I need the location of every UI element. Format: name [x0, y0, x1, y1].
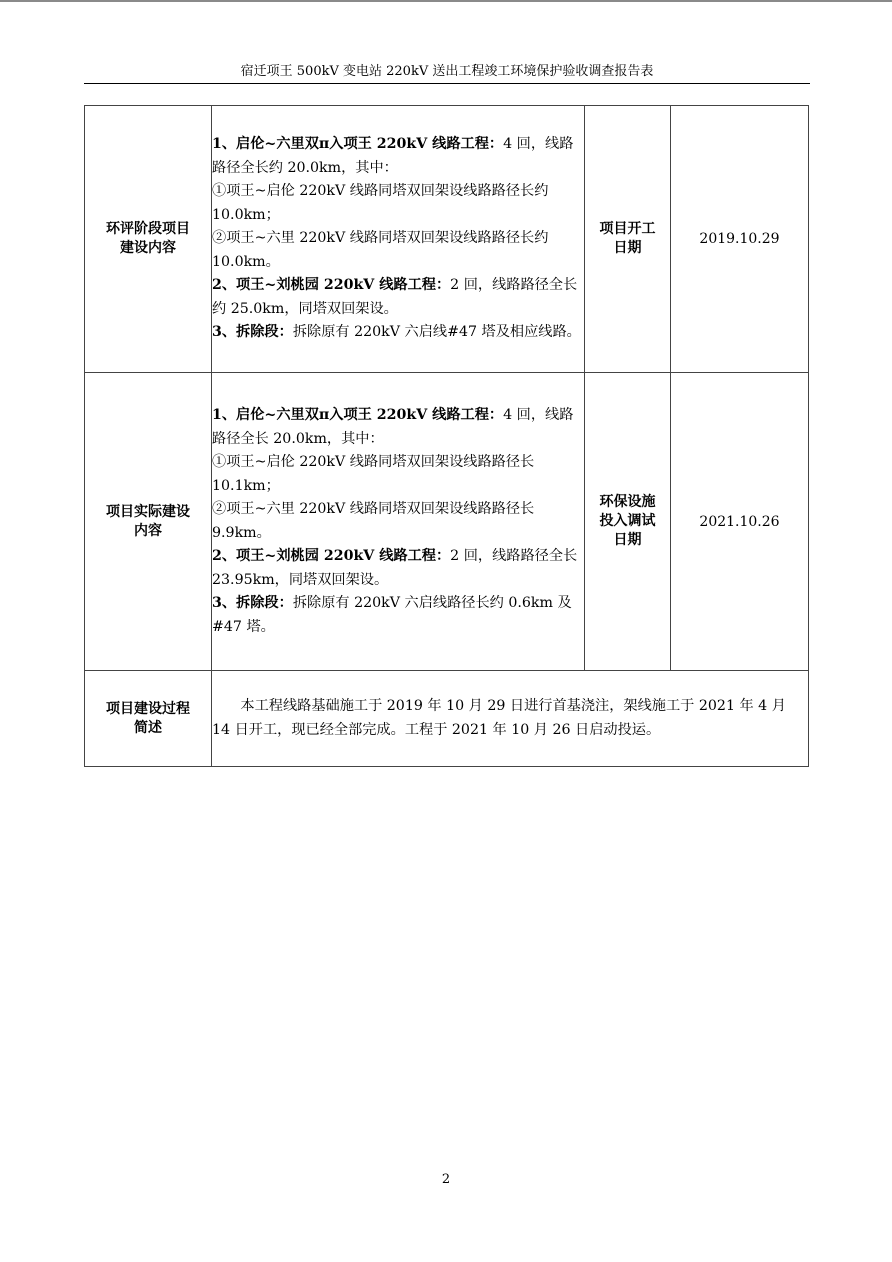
- content-item: [212, 592, 584, 639]
- row-label-line: 简述: [134, 719, 162, 736]
- row-label-line: 内容: [134, 522, 162, 539]
- item-heading: 2、项王~刘桃园 220kV 线路工程：: [212, 548, 451, 564]
- item-text: ①项王~启伦 220kV 线路同塔双回架设线路路径长 10.1km；: [212, 454, 535, 494]
- item-text: ②项王~六里 220kV 线路同塔双回架设线路路径长约 10.0km。: [212, 230, 549, 270]
- row-label-line: 项目实际建设: [106, 503, 190, 520]
- item-heading: 1、启伦~六里双π入项王 220kV 线路工程：: [212, 136, 504, 153]
- row-label-cell: [85, 106, 212, 373]
- item-heading: 3、拆除段：: [212, 595, 293, 611]
- item-text: ②项王~六里 220kV 线路同塔双回架设线路路径长 9.9km。: [212, 501, 535, 541]
- start-date-value: 2019.10.29: [671, 106, 809, 373]
- page-number: 2: [441, 1172, 451, 1187]
- content-item: [212, 498, 584, 545]
- content-item: [212, 451, 584, 498]
- commissioning-date-value: 2021.10.26: [671, 373, 809, 671]
- row-label-cell: [85, 671, 212, 767]
- date-label-line: 环保设施: [599, 494, 656, 510]
- date-label-line: 项目开工: [599, 221, 656, 237]
- content-item: [212, 180, 584, 227]
- construction-summary-text: 本工程线路基础施工于 2019 年 10 月 29 日进行首基浇注，架线施工于 2021 年 4 月 14 日开工，现已经全部完成。工程于 2021 年 10 月 26 日启动投运。: [212, 671, 809, 767]
- content-item: [212, 227, 584, 274]
- item-heading: 3、拆除段：: [212, 324, 293, 341]
- row-label-line: 项目建设过程: [106, 700, 190, 717]
- item-heading: 2、项王~刘桃园 220kV 线路工程：: [212, 277, 451, 294]
- item-text: 拆除原有 220kV 六启线路径长约 0.6km 及#47 塔。: [212, 595, 572, 635]
- date-label-line: 日期: [613, 240, 642, 256]
- actual-construction-content: [212, 373, 585, 671]
- table-row: [85, 373, 809, 671]
- row-label-line: 建设内容: [120, 240, 176, 256]
- item-text: 4 回，线路路径全长 20.0km，其中：: [212, 407, 574, 447]
- content-item: [212, 274, 584, 321]
- date-label-cell: [585, 106, 671, 373]
- item-text: 拆除原有 220kV 六启线#47 塔及相应线路。: [292, 324, 581, 341]
- content-item: [212, 545, 584, 592]
- eia-construction-content: [212, 106, 585, 373]
- date-label-line: 投入调试: [599, 513, 656, 529]
- content-item: [212, 404, 584, 451]
- row-label-line: 环评阶段项目: [106, 221, 190, 237]
- table-row: [85, 671, 809, 767]
- item-text: 2 回，线路路径全长约 25.0km，同塔双回架设。: [212, 277, 578, 317]
- table-row: [85, 106, 809, 373]
- item-text: 4 回，线路路径全长约 20.0km，其中：: [212, 136, 574, 176]
- item-text: ①项王~启伦 220kV 线路同塔双回架设线路路径长约 10.0km；: [212, 183, 549, 223]
- date-label-cell: [585, 373, 671, 671]
- content-item: [212, 321, 584, 345]
- report-table: [84, 105, 809, 767]
- item-text: 2 回，线路路径全长 23.95km，同塔双回架设。: [212, 548, 578, 588]
- page-top-rule: [0, 0, 892, 2]
- item-heading: 1、启伦~六里双π入项王 220kV 线路工程：: [212, 407, 504, 423]
- page-header: 宿迁项王 500kV 变电站 220kV 送出工程竣工环境保护验收调查报告表: [84, 62, 810, 84]
- date-label-line: 日期: [613, 532, 642, 548]
- content-item: [212, 133, 584, 180]
- row-label-cell: [85, 373, 212, 671]
